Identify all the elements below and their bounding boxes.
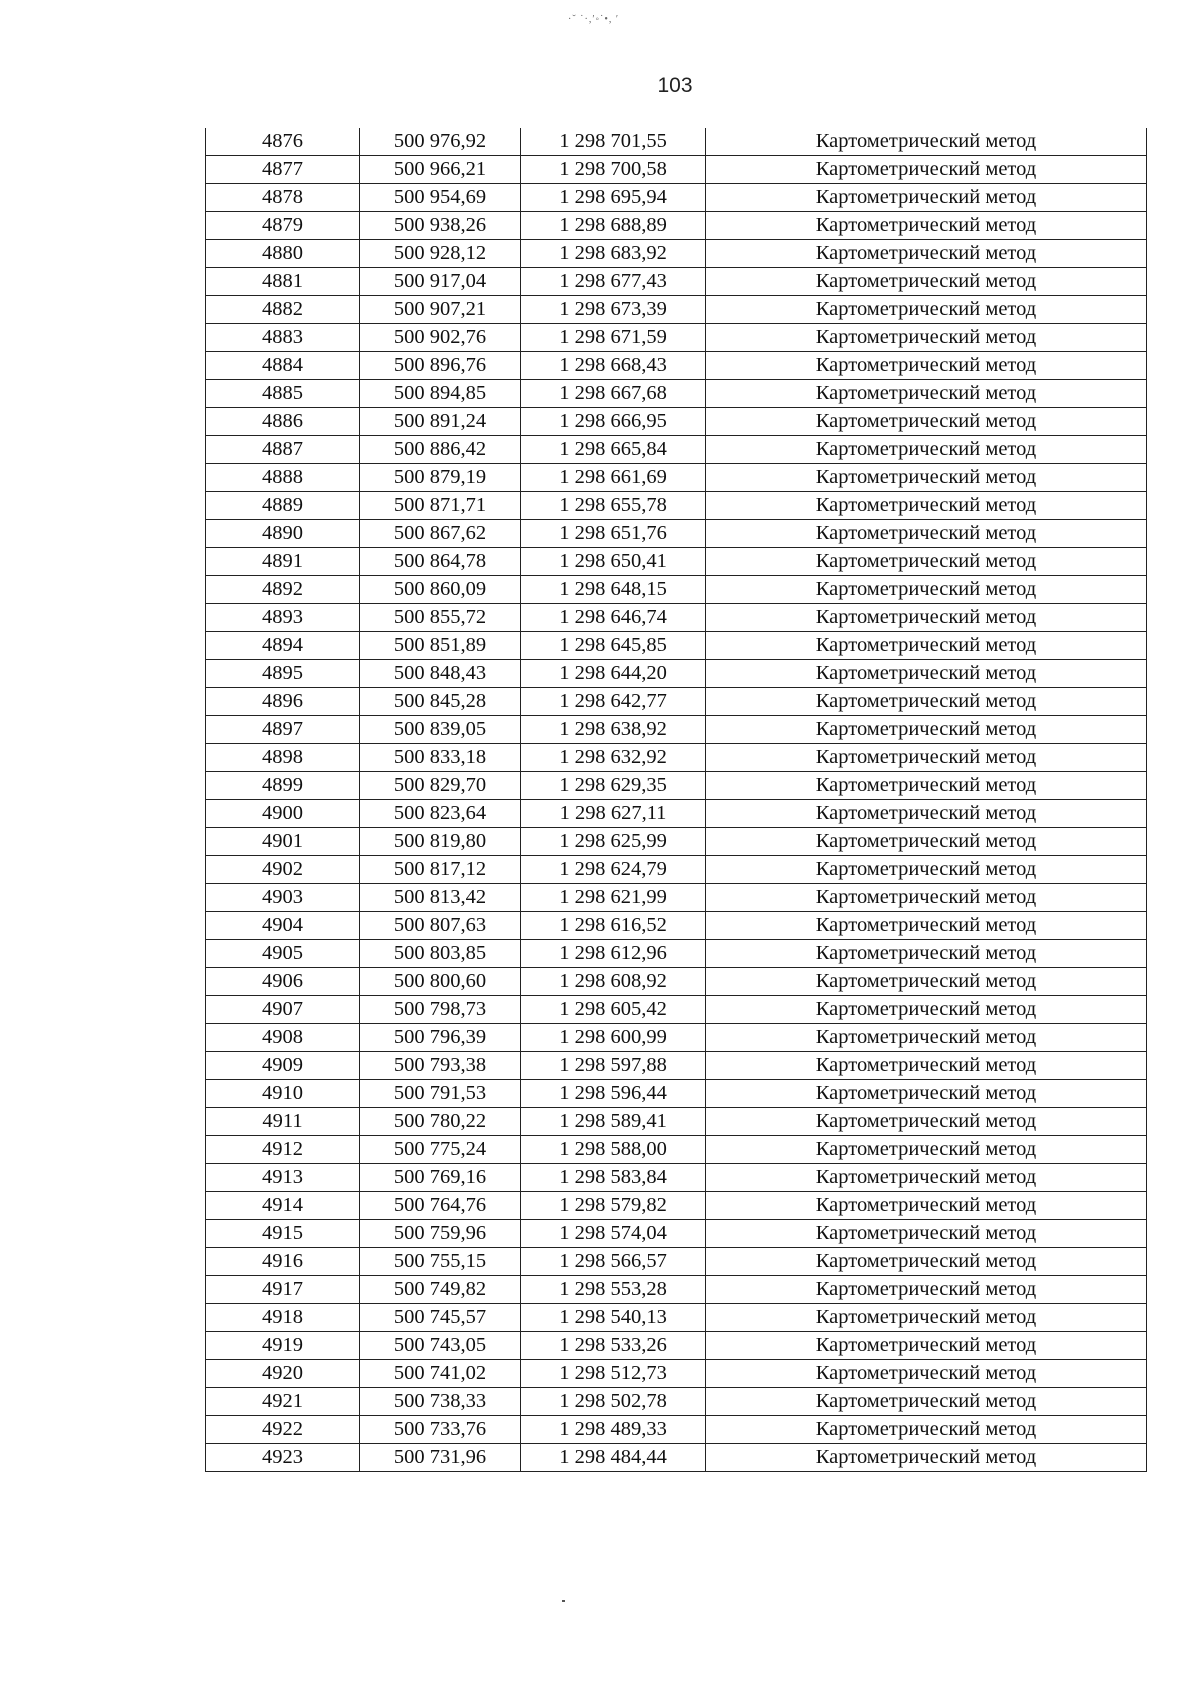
method-cell: Картометрический метод — [706, 716, 1147, 744]
y-coordinate-cell: 1 298 646,74 — [521, 604, 706, 632]
y-coordinate-cell: 1 298 701,55 — [521, 128, 706, 156]
x-coordinate-cell: 500 759,96 — [360, 1220, 521, 1248]
method-cell: Картометрический метод — [706, 828, 1147, 856]
y-coordinate-cell: 1 298 489,33 — [521, 1416, 706, 1444]
point-number-cell: 4920 — [206, 1360, 360, 1388]
method-cell: Картометрический метод — [706, 688, 1147, 716]
table-row — [206, 1192, 1147, 1220]
point-number-cell: 4896 — [206, 688, 360, 716]
y-coordinate-cell: 1 298 642,77 — [521, 688, 706, 716]
table-row — [206, 744, 1147, 772]
point-number-cell: 4897 — [206, 716, 360, 744]
table-row — [206, 184, 1147, 212]
point-number-cell: 4902 — [206, 856, 360, 884]
point-number-cell: 4892 — [206, 576, 360, 604]
point-number-cell: 4911 — [206, 1108, 360, 1136]
method-cell: Картометрический метод — [706, 1220, 1147, 1248]
point-number-cell: 4910 — [206, 1080, 360, 1108]
y-coordinate-cell: 1 298 553,28 — [521, 1276, 706, 1304]
method-cell: Картометрический метод — [706, 156, 1147, 184]
point-number-cell: 4878 — [206, 184, 360, 212]
table-row — [206, 772, 1147, 800]
y-coordinate-cell: 1 298 695,94 — [521, 184, 706, 212]
x-coordinate-cell: 500 907,21 — [360, 296, 521, 324]
method-cell: Картометрический метод — [706, 660, 1147, 688]
x-coordinate-cell: 500 731,96 — [360, 1444, 521, 1472]
point-number-cell: 4907 — [206, 996, 360, 1024]
point-number-cell: 4906 — [206, 968, 360, 996]
x-coordinate-cell: 500 902,76 — [360, 324, 521, 352]
x-coordinate-cell: 500 867,62 — [360, 520, 521, 548]
x-coordinate-cell: 500 817,12 — [360, 856, 521, 884]
y-coordinate-cell: 1 298 667,68 — [521, 380, 706, 408]
x-coordinate-cell: 500 864,78 — [360, 548, 521, 576]
method-cell: Картометрический метод — [706, 1192, 1147, 1220]
table-row — [206, 464, 1147, 492]
y-coordinate-cell: 1 298 566,57 — [521, 1248, 706, 1276]
x-coordinate-cell: 500 807,63 — [360, 912, 521, 940]
x-coordinate-cell: 500 823,64 — [360, 800, 521, 828]
y-coordinate-cell: 1 298 579,82 — [521, 1192, 706, 1220]
point-number-cell: 4879 — [206, 212, 360, 240]
point-number-cell: 4898 — [206, 744, 360, 772]
table-row — [206, 1220, 1147, 1248]
y-coordinate-cell: 1 298 484,44 — [521, 1444, 706, 1472]
method-cell: Картометрический метод — [706, 436, 1147, 464]
point-number-cell: 4918 — [206, 1304, 360, 1332]
point-number-cell: 4882 — [206, 296, 360, 324]
table-row — [206, 1052, 1147, 1080]
point-number-cell: 4914 — [206, 1192, 360, 1220]
table-row — [206, 548, 1147, 576]
method-cell: Картометрический метод — [706, 1388, 1147, 1416]
table-row — [206, 800, 1147, 828]
y-coordinate-cell: 1 298 700,58 — [521, 156, 706, 184]
x-coordinate-cell: 500 917,04 — [360, 268, 521, 296]
method-cell: Картометрический метод — [706, 184, 1147, 212]
table-row — [206, 212, 1147, 240]
method-cell: Картометрический метод — [706, 296, 1147, 324]
y-coordinate-cell: 1 298 650,41 — [521, 548, 706, 576]
method-cell: Картометрический метод — [706, 1164, 1147, 1192]
method-cell: Картометрический метод — [706, 800, 1147, 828]
x-coordinate-cell: 500 871,71 — [360, 492, 521, 520]
coordinates-table-body — [206, 128, 1147, 1472]
table-row — [206, 380, 1147, 408]
y-coordinate-cell: 1 298 597,88 — [521, 1052, 706, 1080]
x-coordinate-cell: 500 896,76 — [360, 352, 521, 380]
y-coordinate-cell: 1 298 588,00 — [521, 1136, 706, 1164]
x-coordinate-cell: 500 803,85 — [360, 940, 521, 968]
coordinates-table — [205, 128, 1147, 1472]
point-number-cell: 4884 — [206, 352, 360, 380]
table-row — [206, 856, 1147, 884]
point-number-cell: 4923 — [206, 1444, 360, 1472]
table-row — [206, 632, 1147, 660]
x-coordinate-cell: 500 755,15 — [360, 1248, 521, 1276]
scan-dot — [562, 1600, 565, 1602]
x-coordinate-cell: 500 966,21 — [360, 156, 521, 184]
page-number: 103 — [657, 74, 693, 97]
y-coordinate-cell: 1 298 502,78 — [521, 1388, 706, 1416]
point-number-cell: 4877 — [206, 156, 360, 184]
x-coordinate-cell: 500 798,73 — [360, 996, 521, 1024]
method-cell: Картометрический метод — [706, 1276, 1147, 1304]
point-number-cell: 4904 — [206, 912, 360, 940]
method-cell: Картометрический метод — [706, 128, 1147, 156]
scan-artifact-marks: ·˘ ˙·,ʹ◦˙•, ʹ — [568, 14, 620, 25]
point-number-cell: 4921 — [206, 1388, 360, 1416]
y-coordinate-cell: 1 298 666,95 — [521, 408, 706, 436]
method-cell: Картометрический метод — [706, 772, 1147, 800]
y-coordinate-cell: 1 298 589,41 — [521, 1108, 706, 1136]
y-coordinate-cell: 1 298 644,20 — [521, 660, 706, 688]
x-coordinate-cell: 500 954,69 — [360, 184, 521, 212]
point-number-cell: 4903 — [206, 884, 360, 912]
table-row — [206, 1164, 1147, 1192]
point-number-cell: 4909 — [206, 1052, 360, 1080]
table-row — [206, 492, 1147, 520]
y-coordinate-cell: 1 298 665,84 — [521, 436, 706, 464]
method-cell: Картометрический метод — [706, 884, 1147, 912]
x-coordinate-cell: 500 829,70 — [360, 772, 521, 800]
point-number-cell: 4889 — [206, 492, 360, 520]
method-cell: Картометрический метод — [706, 1332, 1147, 1360]
method-cell: Картометрический метод — [706, 1052, 1147, 1080]
table-row — [206, 996, 1147, 1024]
point-number-cell: 4887 — [206, 436, 360, 464]
table-row — [206, 1416, 1147, 1444]
table-row — [206, 520, 1147, 548]
method-cell: Картометрический метод — [706, 744, 1147, 772]
method-cell: Картометрический метод — [706, 548, 1147, 576]
table-row — [206, 1360, 1147, 1388]
y-coordinate-cell: 1 298 540,13 — [521, 1304, 706, 1332]
method-cell: Картометрический метод — [706, 212, 1147, 240]
x-coordinate-cell: 500 938,26 — [360, 212, 521, 240]
y-coordinate-cell: 1 298 629,35 — [521, 772, 706, 800]
method-cell: Картометрический метод — [706, 352, 1147, 380]
table-row — [206, 324, 1147, 352]
x-coordinate-cell: 500 894,85 — [360, 380, 521, 408]
point-number-cell: 4913 — [206, 1164, 360, 1192]
method-cell: Картометрический метод — [706, 408, 1147, 436]
table-row — [206, 688, 1147, 716]
table-row — [206, 1388, 1147, 1416]
y-coordinate-cell: 1 298 608,92 — [521, 968, 706, 996]
method-cell: Картометрический метод — [706, 1304, 1147, 1332]
table-row — [206, 1024, 1147, 1052]
table-row — [206, 1080, 1147, 1108]
x-coordinate-cell: 500 860,09 — [360, 576, 521, 604]
method-cell: Картометрический метод — [706, 380, 1147, 408]
x-coordinate-cell: 500 769,16 — [360, 1164, 521, 1192]
y-coordinate-cell: 1 298 512,73 — [521, 1360, 706, 1388]
x-coordinate-cell: 500 851,89 — [360, 632, 521, 660]
method-cell: Картометрический метод — [706, 632, 1147, 660]
x-coordinate-cell: 500 733,76 — [360, 1416, 521, 1444]
y-coordinate-cell: 1 298 616,52 — [521, 912, 706, 940]
point-number-cell: 4888 — [206, 464, 360, 492]
table-row — [206, 268, 1147, 296]
method-cell: Картометрический метод — [706, 604, 1147, 632]
y-coordinate-cell: 1 298 574,04 — [521, 1220, 706, 1248]
x-coordinate-cell: 500 764,76 — [360, 1192, 521, 1220]
x-coordinate-cell: 500 839,05 — [360, 716, 521, 744]
table-row — [206, 1108, 1147, 1136]
x-coordinate-cell: 500 741,02 — [360, 1360, 521, 1388]
y-coordinate-cell: 1 298 632,92 — [521, 744, 706, 772]
y-coordinate-cell: 1 298 683,92 — [521, 240, 706, 268]
table-row — [206, 940, 1147, 968]
y-coordinate-cell: 1 298 533,26 — [521, 1332, 706, 1360]
method-cell: Картометрический метод — [706, 1416, 1147, 1444]
x-coordinate-cell: 500 976,92 — [360, 128, 521, 156]
point-number-cell: 4901 — [206, 828, 360, 856]
y-coordinate-cell: 1 298 645,85 — [521, 632, 706, 660]
y-coordinate-cell: 1 298 612,96 — [521, 940, 706, 968]
x-coordinate-cell: 500 833,18 — [360, 744, 521, 772]
x-coordinate-cell: 500 928,12 — [360, 240, 521, 268]
method-cell: Картометрический метод — [706, 912, 1147, 940]
table-row — [206, 240, 1147, 268]
method-cell: Картометрический метод — [706, 268, 1147, 296]
method-cell: Картометрический метод — [706, 492, 1147, 520]
method-cell: Картометрический метод — [706, 856, 1147, 884]
point-number-cell: 4915 — [206, 1220, 360, 1248]
point-number-cell: 4885 — [206, 380, 360, 408]
method-cell: Картометрический метод — [706, 464, 1147, 492]
table-row — [206, 352, 1147, 380]
point-number-cell: 4895 — [206, 660, 360, 688]
x-coordinate-cell: 500 749,82 — [360, 1276, 521, 1304]
table-row — [206, 576, 1147, 604]
x-coordinate-cell: 500 879,19 — [360, 464, 521, 492]
table-row — [206, 828, 1147, 856]
table-row — [206, 1136, 1147, 1164]
point-number-cell: 4900 — [206, 800, 360, 828]
method-cell: Картометрический метод — [706, 1444, 1147, 1472]
method-cell: Картометрический метод — [706, 520, 1147, 548]
table-row — [206, 408, 1147, 436]
table-row — [206, 1444, 1147, 1472]
method-cell: Картометрический метод — [706, 1108, 1147, 1136]
point-number-cell: 4899 — [206, 772, 360, 800]
point-number-cell: 4883 — [206, 324, 360, 352]
point-number-cell: 4919 — [206, 1332, 360, 1360]
method-cell: Картометрический метод — [706, 1136, 1147, 1164]
x-coordinate-cell: 500 780,22 — [360, 1108, 521, 1136]
x-coordinate-cell: 500 793,38 — [360, 1052, 521, 1080]
table-row — [206, 1332, 1147, 1360]
y-coordinate-cell: 1 298 600,99 — [521, 1024, 706, 1052]
table-row — [206, 1248, 1147, 1276]
method-cell: Картометрический метод — [706, 240, 1147, 268]
y-coordinate-cell: 1 298 661,69 — [521, 464, 706, 492]
table-row — [206, 604, 1147, 632]
y-coordinate-cell: 1 298 651,76 — [521, 520, 706, 548]
x-coordinate-cell: 500 891,24 — [360, 408, 521, 436]
table-row — [206, 156, 1147, 184]
table-row — [206, 884, 1147, 912]
point-number-cell: 4917 — [206, 1276, 360, 1304]
y-coordinate-cell: 1 298 605,42 — [521, 996, 706, 1024]
x-coordinate-cell: 500 738,33 — [360, 1388, 521, 1416]
point-number-cell: 4891 — [206, 548, 360, 576]
point-number-cell: 4886 — [206, 408, 360, 436]
method-cell: Картометрический метод — [706, 996, 1147, 1024]
x-coordinate-cell: 500 800,60 — [360, 968, 521, 996]
method-cell: Картометрический метод — [706, 324, 1147, 352]
x-coordinate-cell: 500 886,42 — [360, 436, 521, 464]
table-row — [206, 296, 1147, 324]
y-coordinate-cell: 1 298 688,89 — [521, 212, 706, 240]
y-coordinate-cell: 1 298 596,44 — [521, 1080, 706, 1108]
x-coordinate-cell: 500 855,72 — [360, 604, 521, 632]
table-row — [206, 660, 1147, 688]
point-number-cell: 4916 — [206, 1248, 360, 1276]
point-number-cell: 4922 — [206, 1416, 360, 1444]
x-coordinate-cell: 500 848,43 — [360, 660, 521, 688]
table-row — [206, 968, 1147, 996]
y-coordinate-cell: 1 298 624,79 — [521, 856, 706, 884]
method-cell: Картометрический метод — [706, 1080, 1147, 1108]
method-cell: Картометрический метод — [706, 576, 1147, 604]
y-coordinate-cell: 1 298 677,43 — [521, 268, 706, 296]
point-number-cell: 4912 — [206, 1136, 360, 1164]
point-number-cell: 4905 — [206, 940, 360, 968]
x-coordinate-cell: 500 745,57 — [360, 1304, 521, 1332]
method-cell: Картометрический метод — [706, 940, 1147, 968]
table-row — [206, 1276, 1147, 1304]
x-coordinate-cell: 500 796,39 — [360, 1024, 521, 1052]
table-row — [206, 716, 1147, 744]
table-row — [206, 128, 1147, 156]
point-number-cell: 4876 — [206, 128, 360, 156]
y-coordinate-cell: 1 298 638,92 — [521, 716, 706, 744]
x-coordinate-cell: 500 819,80 — [360, 828, 521, 856]
point-number-cell: 4894 — [206, 632, 360, 660]
method-cell: Картометрический метод — [706, 968, 1147, 996]
x-coordinate-cell: 500 775,24 — [360, 1136, 521, 1164]
point-number-cell: 4893 — [206, 604, 360, 632]
y-coordinate-cell: 1 298 627,11 — [521, 800, 706, 828]
y-coordinate-cell: 1 298 671,59 — [521, 324, 706, 352]
point-number-cell: 4880 — [206, 240, 360, 268]
y-coordinate-cell: 1 298 621,99 — [521, 884, 706, 912]
table-row — [206, 1304, 1147, 1332]
method-cell: Картометрический метод — [706, 1024, 1147, 1052]
y-coordinate-cell: 1 298 668,43 — [521, 352, 706, 380]
point-number-cell: 4890 — [206, 520, 360, 548]
y-coordinate-cell: 1 298 673,39 — [521, 296, 706, 324]
y-coordinate-cell: 1 298 625,99 — [521, 828, 706, 856]
point-number-cell: 4881 — [206, 268, 360, 296]
point-number-cell: 4908 — [206, 1024, 360, 1052]
table-row — [206, 436, 1147, 464]
method-cell: Картометрический метод — [706, 1248, 1147, 1276]
y-coordinate-cell: 1 298 655,78 — [521, 492, 706, 520]
x-coordinate-cell: 500 791,53 — [360, 1080, 521, 1108]
table-row — [206, 912, 1147, 940]
x-coordinate-cell: 500 845,28 — [360, 688, 521, 716]
x-coordinate-cell: 500 813,42 — [360, 884, 521, 912]
y-coordinate-cell: 1 298 648,15 — [521, 576, 706, 604]
method-cell: Картометрический метод — [706, 1360, 1147, 1388]
y-coordinate-cell: 1 298 583,84 — [521, 1164, 706, 1192]
x-coordinate-cell: 500 743,05 — [360, 1332, 521, 1360]
